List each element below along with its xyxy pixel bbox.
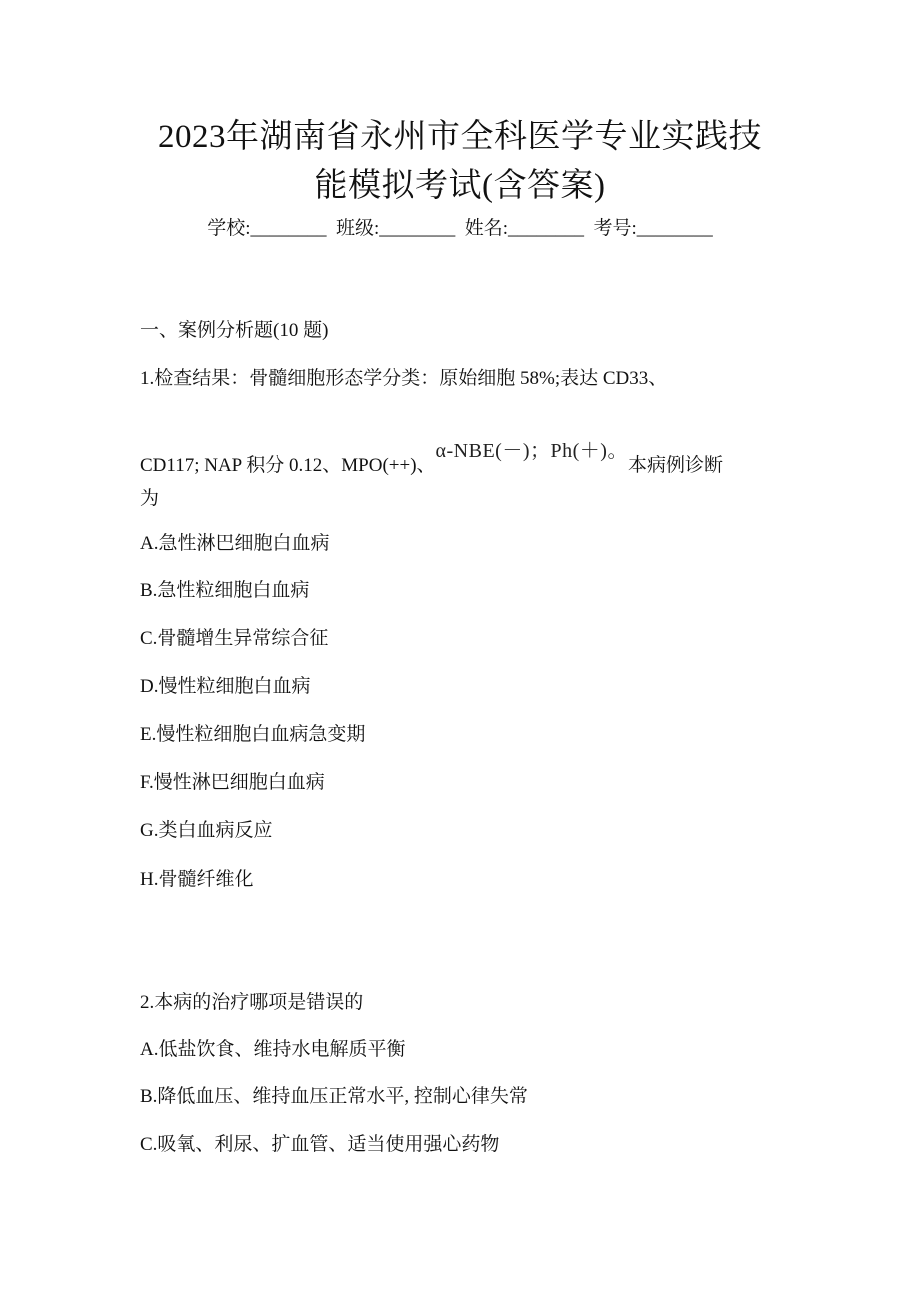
q1-stem-line2-text: CD117; NAP 积分 0.12、MPO(++)、 <box>140 455 436 476</box>
q1-stem-line1: 1.检查结果：骨髓细胞形态学分类：原始细胞 58%;表达 CD33、 <box>140 368 668 389</box>
q1-option-f: F.慢性淋巴细胞白血病 <box>140 772 325 793</box>
document-title-line1: 2023年湖南省永州市全科医学专业实践技 <box>158 119 762 155</box>
q1-option-c: C.骨髓增生异常综合征 <box>140 628 329 649</box>
q1-option-b: B.急性粒细胞白血病 <box>140 580 310 601</box>
q2-option-c: C.吸氧、利尿、扩血管、适当使用强心药物 <box>140 1134 500 1155</box>
section-heading: 一、案例分析题(10 题) <box>140 320 329 341</box>
q1-stem-line2-tail: 本病例诊断 <box>627 455 723 476</box>
q2-option-a: A.低盐饮食、维持水电解质平衡 <box>140 1039 406 1060</box>
q1-option-e: E.慢性粒细胞白血病急变期 <box>140 724 366 745</box>
student-info-line: 学校:________ 班级:________ 姓名:________ 考号:________ <box>207 218 713 239</box>
q1-formula-image: α-NBE(－)；Ph(＋)。 <box>435 440 628 462</box>
q1-stem-line2 <box>140 438 723 479</box>
q1-option-h: H.骨髓纤维化 <box>140 869 254 890</box>
q1-option-a: A.急性淋巴细胞白血病 <box>140 533 330 554</box>
q1-option-g: G.类白血病反应 <box>140 820 273 841</box>
document-title-line2: 能模拟考试(含答案) <box>314 168 606 204</box>
q1-option-d: D.慢性粒细胞白血病 <box>140 676 311 697</box>
q2-option-b: B.降低血压、维持血压正常水平, 控制心律失常 <box>140 1086 528 1107</box>
q2-stem: 2.本病的治疗哪项是错误的 <box>140 992 364 1013</box>
q1-stem-line3: 为 <box>140 488 160 509</box>
